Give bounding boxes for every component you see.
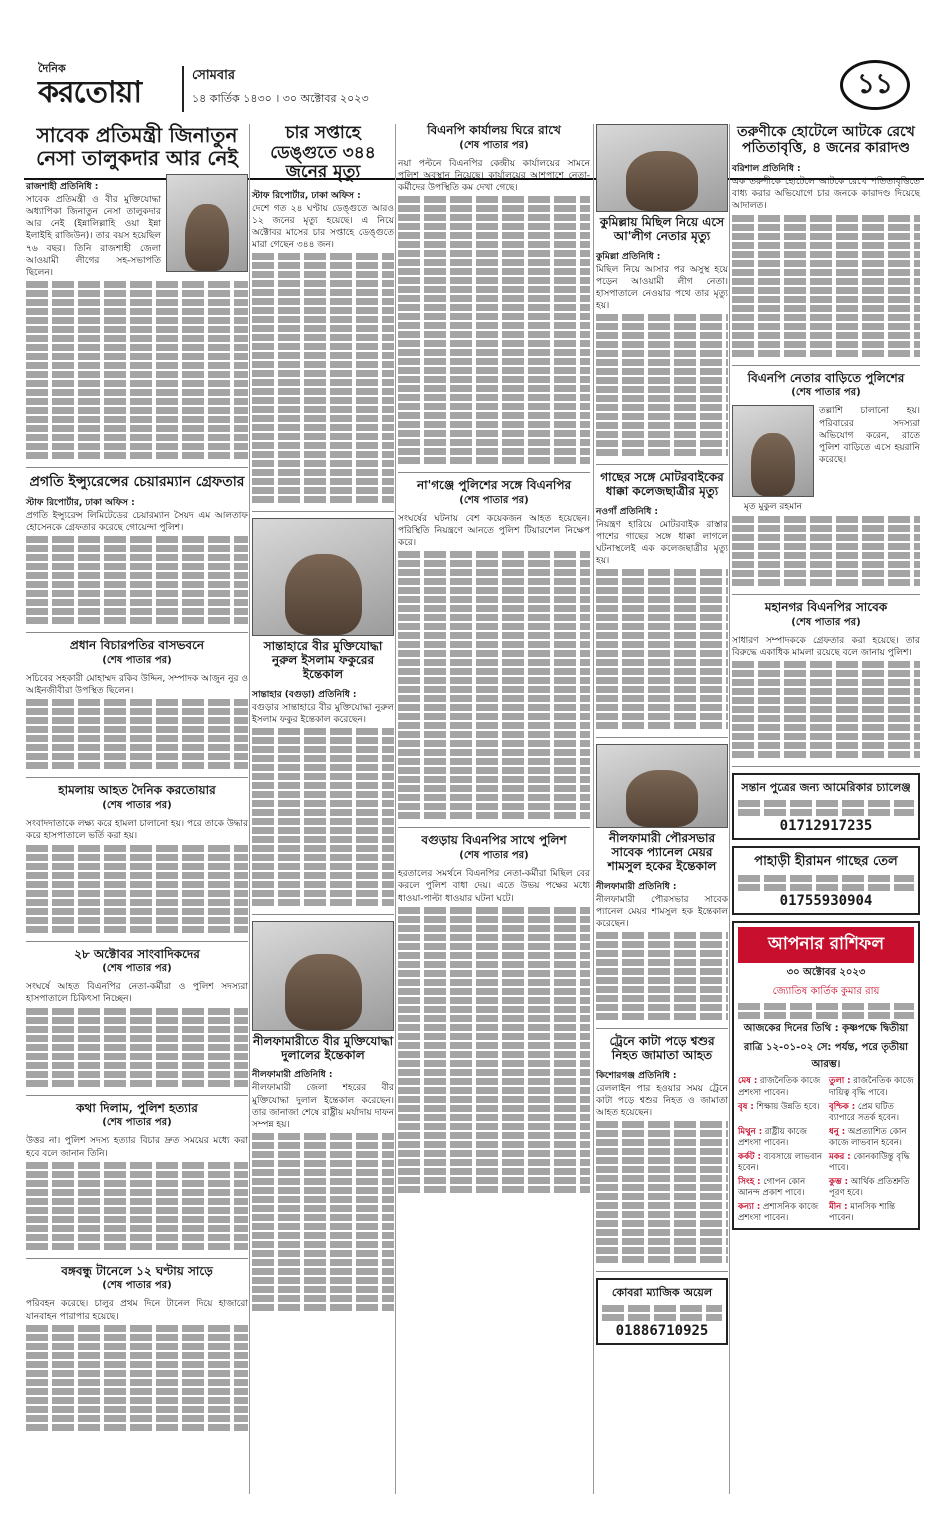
headline: সাবেক প্রতিমন্ত্রী জিনাতুন নেসা তালুকদার আর নেই bbox=[36, 123, 238, 170]
ad-title: সন্তান পুত্রের জন্য আমেরিকার চ্যালেঞ্জ bbox=[741, 781, 911, 795]
page-number: ১১ bbox=[840, 60, 910, 110]
headline: চার সপ্তাহে ডেঙ্গুতে ৩৪৪ জনের মৃত্যু bbox=[270, 123, 376, 183]
headline: গাছের সঙ্গে মোটরবাইকের ধাক্কা কলেজছাত্রীর মৃত্যু bbox=[600, 470, 724, 498]
continuation-note: (শেষ পাতার পর) bbox=[459, 139, 529, 151]
column-rule bbox=[593, 124, 594, 1494]
byline: স্টাফ রিপোর্টার, ঢাকা অফিস : bbox=[26, 498, 135, 509]
continuation-note: (শেষ পাতার পর) bbox=[791, 387, 861, 399]
story-progoti bbox=[26, 474, 248, 633]
story-body: নীলফামারী জেলা শহরের বীর মুক্তিযোদ্ধা দুলাল ইন্তেকাল করেছেন। তার জানাজা শেষে রাষ্ট্রীয় মর্যাদায় দাফন সম্পন্ন হয়। bbox=[252, 1083, 394, 1130]
story-train bbox=[596, 1035, 728, 1272]
headline: নীলফামারী পৌরসভার সাবেক প্যানেল মেয়র শামসুল হকের ইন্তেকাল bbox=[607, 831, 717, 873]
story-body: বগুড়ার সান্তাহারে বীর মুক্তিযোদ্ধা নুরুল ইসলাম ফকুর ইন্তেকাল করেছেন। bbox=[252, 702, 394, 725]
column-rule bbox=[249, 124, 250, 1494]
story-cumilla bbox=[596, 124, 728, 465]
headline: বিএনপি নেতার বাড়িতে পুলিশের bbox=[747, 370, 905, 385]
headline: তরুণীকে হোটেলে আটকে রেখে পতিতাবৃত্তি, ৪ জনের কারাদণ্ড bbox=[737, 124, 915, 157]
story-body: প্রগতি ইন্স্যুরেন্স লিমিটেডের চেয়ারম্যান সৈয়দ এম আলতাফ হোসেনকে গ্রেফতার করেছে গোয়েন্দা পুলিশ। bbox=[26, 511, 248, 534]
horoscope-item: কন্যা : প্রশাসনিক কাজে প্রশংসা পাবেন। bbox=[738, 1201, 819, 1223]
headline: ট্রেনে কাটা পড়ে শ্বশুর নিহত জামাতা আহত bbox=[609, 1034, 715, 1062]
horoscope-item: বৃষ : শিক্ষায় উন্নতি হবে। bbox=[738, 1101, 820, 1112]
story-body: সাধারণ সম্পাদককে গ্রেফতার করা হয়েছে। তার বিরুদ্ধে একাধিক মামলা রয়েছে বলে জানায় পুলিশ। bbox=[732, 636, 920, 659]
story-body: সংবাদদাতাকে লক্ষ্য করে হামলা চালানো হয়। পরে তাকে উদ্ধার করে হাসপাতালে ভর্তি করা হয়। bbox=[26, 819, 248, 842]
column-a bbox=[26, 124, 248, 1445]
horoscope-item: কর্কট : ব্যবসায়ে লাভবান হবেন। bbox=[738, 1151, 823, 1173]
portrait-photo bbox=[252, 518, 394, 636]
column-e bbox=[732, 124, 920, 1236]
story-mohanagar bbox=[732, 601, 920, 767]
byline: বরিশাল প্রতিনিধি : bbox=[732, 164, 801, 175]
story-body: পরিবহন করেছে। চালুর প্রথম দিনে টানেল দিয়ে হাজারো যানবাহন পারাপার হয়েছে। bbox=[26, 1299, 248, 1322]
story-santahar bbox=[252, 518, 394, 915]
story-body: নয়া পল্টনে বিএনপির কেন্দ্রীয় কার্যালয়ের সামনে পুলিশ অবস্থান নিয়েছে। কার্যালয়ের আশপাশে নেতা-কর্মীদের উপস্থিতি কম দেখা গেছে। bbox=[398, 158, 590, 194]
ad-cobra-oil bbox=[596, 1278, 728, 1345]
horoscope-item: ধনু : অপ্রত্যাশিত কোন কাজে লাভবান হবেন। bbox=[829, 1126, 907, 1148]
headline: কুমিল্লায় মিছিল নিয়ে এসে আ'লীগ নেতার মৃত্যু bbox=[599, 215, 725, 243]
horoscope-item: তুলা : রাজনৈতিক কাজে দায়িত্ব বৃদ্ধি পাবে। bbox=[829, 1076, 914, 1098]
headline: বগুড়ায় বিএনপির সাথে পুলিশ bbox=[421, 833, 567, 848]
ad-hiramon-oil bbox=[732, 846, 920, 915]
byline: নীলফামারী প্রতিনিধি : bbox=[252, 1070, 333, 1081]
logo-prefix: দৈনিক bbox=[38, 62, 66, 75]
column-b bbox=[252, 124, 394, 1325]
story-narayanganj bbox=[398, 479, 590, 828]
continuation-note: (শেষ পাতার পর) bbox=[791, 617, 861, 629]
horoscope-item: মিথুন : রাষ্ট্রীয় কাজে প্রশংসা পাবেন। bbox=[738, 1126, 807, 1148]
byline: কিশোরগঞ্জ প্রতিনিধি : bbox=[596, 1070, 677, 1081]
story-bnp-leader-house bbox=[732, 372, 920, 596]
continuation-note: (শেষ পাতার পর) bbox=[102, 963, 172, 975]
story-bogura-bnp bbox=[398, 834, 590, 1200]
headline: প্রগতি ইন্স্যুরেন্সের চেয়ারম্যান গ্রেফতার bbox=[29, 473, 245, 490]
horoscope-grid bbox=[738, 1076, 914, 1224]
story-body: রেললাইন পার হওয়ার সময় ট্রেনে কাটা পড়ে শ্বশুর নিহত ও জামাতা আহত হয়েছেন। bbox=[596, 1083, 728, 1118]
ad-america-challenge bbox=[732, 773, 920, 840]
continuation-note: (শেষ পাতার পর) bbox=[459, 495, 529, 507]
headline: মহানগর বিএনপির সাবেক bbox=[764, 600, 888, 615]
horoscope-item: মেষ : রাজনৈতিক কাজে প্রশংসা পাবেন। bbox=[738, 1076, 821, 1098]
tithi-title: আজকের দিনের তিথি : কৃষ্ণপক্ষে দ্বিতীয়া bbox=[743, 1023, 909, 1035]
story-body: নীলফামারী পৌরসভার সাবেক প্যানেল মেয়র শামসুল হক ইন্তেকাল করেছেন। bbox=[596, 894, 728, 929]
ad-phone: 01712917235 bbox=[779, 818, 873, 835]
story-body: হরতালের সমর্থনে বিএনপির নেতা-কর্মীরা মিছিল বের করলে পুলিশ বাধা দেয়। এতে উভয় পক্ষের মধ্যে ধাওয়া-পাল্টা ধাওয়ার ঘটনা ঘটে। bbox=[398, 869, 590, 904]
byline: নওগাঁ প্রতিনিধি : bbox=[596, 506, 658, 517]
horoscope-item: কুম্ভ : আর্থিক প্রতিশ্রুতি পূরণ হবে। bbox=[829, 1176, 910, 1198]
byline: রাজশাহী প্রতিনিধি : bbox=[26, 182, 99, 192]
continuation-note: (শেষ পাতার পর) bbox=[102, 655, 172, 667]
horoscope-title: আপনার রাশিফল bbox=[738, 927, 914, 963]
story-nilphamari-mayor bbox=[596, 744, 728, 1029]
story-tunnel bbox=[26, 1265, 248, 1439]
story-motorbike bbox=[596, 471, 728, 738]
byline: স্টাফ রিপোর্টার, ঢাকা অফিস : bbox=[252, 190, 361, 201]
tithi-time: রাত্রি ১২-০১-০২ সে: পর্যন্ত, পরে তৃতীয়া আরম্ভ। bbox=[743, 1042, 909, 1071]
masthead bbox=[24, 60, 924, 120]
column-c bbox=[398, 124, 590, 1207]
story-hamla bbox=[26, 784, 248, 941]
photo-caption: মৃত মুকুল রহমান bbox=[743, 502, 803, 513]
horoscope-item: সিংহ : গোপন কোন আনন্দ প্রকাশ পাবে। bbox=[738, 1176, 806, 1198]
horoscope-box bbox=[732, 921, 920, 1230]
masthead-divider bbox=[182, 66, 184, 112]
ad-title: পাহাড়ী হীরামন গাছের তেল bbox=[754, 854, 898, 870]
horoscope-item: মীন : মানসিক শান্তি পাবেন। bbox=[829, 1201, 896, 1223]
story-body: এক তরুণীকে হোটেলে আটকে রেখে পতিতাবৃত্তিতে বাধ্য করার অভিযোগে চার জনকে কারাদণ্ড দিয়েছে আদালত। bbox=[732, 177, 920, 212]
story-nilphamari-dulal bbox=[252, 921, 394, 1319]
headline: বঙ্গবন্ধু টানেলে ১২ ঘণ্টায় সাড়ে bbox=[61, 1263, 213, 1278]
story-bnp-office bbox=[398, 124, 590, 473]
horoscope-date: ৩০ অক্টোবর ২০২৩ bbox=[786, 967, 866, 979]
byline: কুমিল্লা প্রতিনিধি : bbox=[596, 251, 661, 262]
headline: না'গঞ্জে পুলিশের সঙ্গে বিএনপির bbox=[416, 478, 572, 493]
horoscope-item: মকর : কোনকাউিন্তু বৃদ্ধি পাবে। bbox=[829, 1151, 910, 1173]
story-body: সংঘর্ষে আহত বিএনপির নেতা-কর্মীরা ও পুলিশ সদস্যরা হাসপাতালে চিকিৎসা নিচ্ছেন। bbox=[26, 982, 248, 1005]
headline: হামলায় আহত দৈনিক করতোয়ার bbox=[58, 783, 216, 798]
byline: সান্তাহার (বগুড়া) প্রতিনিধি : bbox=[252, 689, 357, 700]
story-kotha bbox=[26, 1102, 248, 1259]
story-dengue bbox=[252, 124, 394, 512]
portrait-photo bbox=[166, 174, 248, 272]
story-oct28 bbox=[26, 948, 248, 1096]
byline: নীলফামারী প্রতিনিধি : bbox=[596, 881, 677, 892]
headline: প্রধান বিচারপতির বাসভবনে bbox=[69, 638, 205, 653]
story-body: সাবেক প্রতিমন্ত্রী ও বীর মুক্তিযোদ্ধা অধ্যাপিকা জিনাতুন নেসা তালুকদার আর নেই (ইন্নালিল্লাহি ওয়া ইন্না ইলাইহি রাজিউন)। তার বয়স হয়েছিল ৭৬ বছর। তিনি রাজশাহী জেলা আওয়ামী লীগের সহ-সভাপতি ছিলেন। bbox=[26, 195, 161, 278]
headline: বিএনপি কার্যালয় ঘিরে রাখে bbox=[427, 123, 561, 137]
ad-phone: 01886710925 bbox=[615, 1323, 709, 1340]
story-pradhan bbox=[26, 639, 248, 778]
newspaper-logo: করতোয়া bbox=[38, 75, 142, 110]
portrait-photo bbox=[732, 405, 814, 497]
headline: সান্তাহারে বীর মুক্তিযোদ্ধা নুরুল ইসলাম ফকুরের ইন্তেকাল bbox=[263, 639, 383, 681]
continuation-note: (শেষ পাতার পর) bbox=[102, 1280, 172, 1292]
portrait-photo bbox=[596, 744, 728, 828]
day-name: সোমবার bbox=[192, 68, 236, 83]
story-body: সংঘর্ষের ঘটনায় বেশ কয়েকজন আহত হয়েছেন। পরিস্থিতি নিয়ন্ত্রণে আনতে পুলিশ টিয়ারশেল নিক্ষেপ করে। bbox=[398, 514, 590, 549]
story-body: সচিবের সহকারী মোহাম্মদ রকিব উদ্দিন, সম্পাদক আজুন নুর ও আইনজীবীরা উপস্থিত ছিলেন। bbox=[26, 674, 248, 697]
headline: ২৮ অক্টোবর সাংবাদিকদের bbox=[74, 946, 200, 961]
ad-phone: 01755930904 bbox=[779, 893, 873, 910]
story-body: মিছিল নিয়ে আসার পর অসুস্থ হয়ে পড়েন আওয়ামী লীগ নেতা। হাসপাতালে নেওয়ার পথে তার মৃত্যু হয়। bbox=[596, 264, 728, 312]
continuation-note: (শেষ পাতার পর) bbox=[459, 850, 529, 862]
horoscope-item: বৃশ্চিক : প্রেম ঘটিত ব্যাপারে সতর্ক হবেন। bbox=[829, 1101, 900, 1123]
continuation-note: (শেষ পাতার পর) bbox=[102, 800, 172, 812]
story-body: উত্তর না। পুলিশ সদস্য হত্যার বিচার দ্রুত সময়ের মধ্যে করা হবে বলে জানান তিনি। bbox=[26, 1136, 248, 1159]
story-body: তল্লাশি চালানো হয়। পরিবারের সদস্যরা অভিযোগ করেন, রাতে পুলিশ বাড়িতে এসে হয়রানি করেছে। bbox=[819, 406, 920, 465]
headline: কথা দিলাম, পুলিশ হত্যার bbox=[76, 1100, 198, 1115]
column-rule bbox=[395, 124, 396, 1494]
headline: নীলফামারীতে বীর মুক্তিযোদ্ধা দুলালের ইন্তেকাল bbox=[252, 1033, 394, 1062]
column-rule bbox=[729, 124, 730, 1494]
continuation-note: (শেষ পাতার পর) bbox=[102, 1117, 172, 1129]
portrait-photo bbox=[596, 124, 728, 212]
story-body: নিয়ন্ত্রণ হারিয়ে মোটরবাইক রাস্তার পাশের গাছের সঙ্গে ধাক্কা লাগলে ঘটনাস্থলেই এক কলেজছাত্রীর মৃত্যু হয়। bbox=[596, 519, 728, 567]
column-d bbox=[596, 124, 728, 1351]
portrait-photo bbox=[252, 921, 394, 1031]
horoscope-author: জ্যোতিষ কার্তিক কুমার রায় bbox=[772, 986, 880, 998]
ad-title: কোবরা ম্যাজিক অয়েল bbox=[611, 1286, 713, 1300]
story-body: দেশে গত ২৪ ঘণ্টায় ডেঙ্গুতে আরও ১২ জনের মৃত্যু হয়েছে। এ নিয়ে অক্টোবর মাসের চার সপ্তাহে ডেঙ্গুতে মারা গেছেন ৩৪৪ জন। bbox=[252, 203, 394, 251]
dateline: ১৪ কার্তিক ১৪৩০ । ৩০ অক্টোবর ২০২৩ bbox=[192, 92, 369, 105]
story-hotel bbox=[732, 124, 920, 366]
story-jinatun bbox=[26, 124, 248, 468]
